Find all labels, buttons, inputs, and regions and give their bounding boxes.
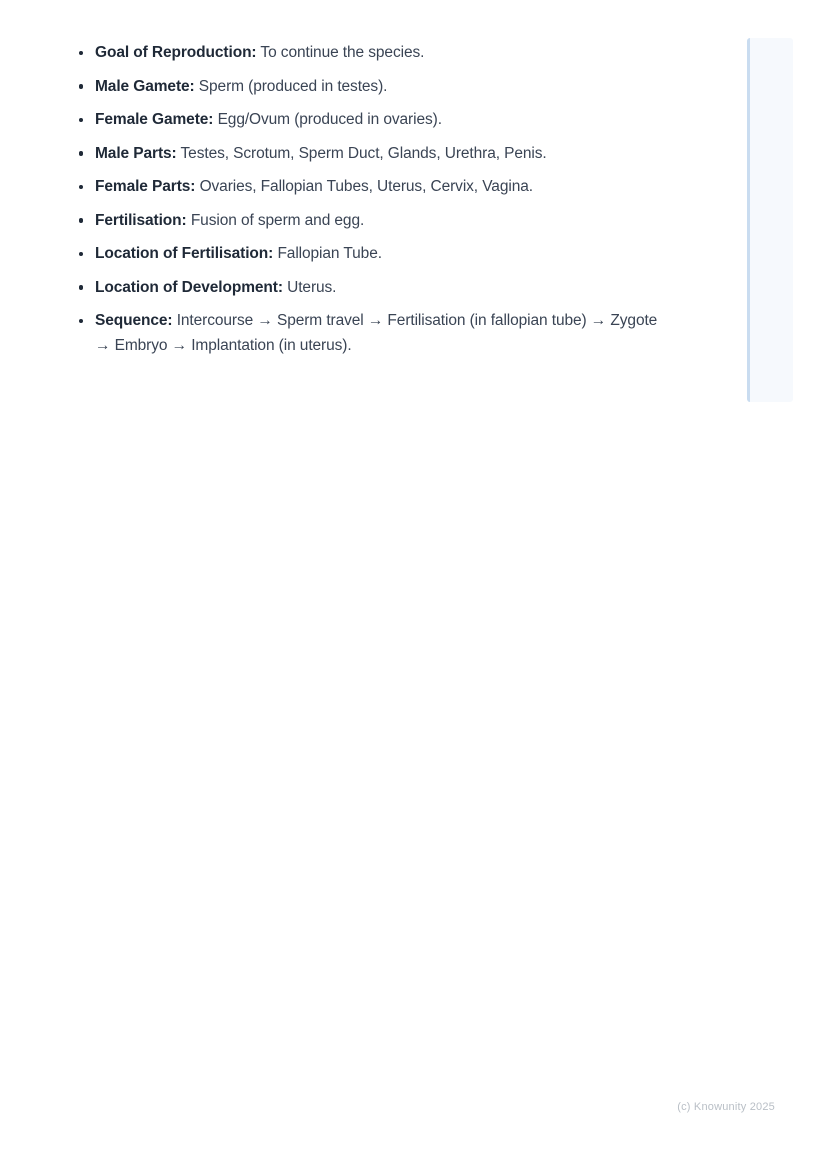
list-item [95,275,660,300]
note-label: Female Gamete: [95,111,214,128]
callout-strip [747,38,793,402]
note-label: Male Parts: [95,144,177,162]
note-text: Intercourse → Sperm travel → Fertilisation (in fallopian tube) → Zygote → Embryo → Implantation (in uterus). [95,312,658,354]
copyright-text: (c) Knowunity 2025 [677,1101,775,1113]
note-label: Sequence: [95,312,173,329]
note-label: Goal of Reproduction: [95,44,257,61]
note-text: Fusion of sperm and egg. [186,211,365,229]
note-text: Fallopian Tube. [273,245,382,262]
list-item [95,208,660,233]
list-item [95,107,660,132]
list-item [95,74,660,99]
note-label: Fertilisation: [95,211,187,229]
notes-list [95,40,660,367]
note-label: Location of Development: [95,278,283,296]
list-item [95,141,660,166]
note-text: Egg/Ovum (produced in ovaries). [213,111,442,128]
note-text: To continue the species. [256,44,425,61]
note-text: Testes, Scrotum, Sperm Duct, Glands, Urethra, Penis. [176,144,547,162]
note-text: Uterus. [282,278,337,296]
note-label: Location of Fertilisation: [95,245,274,262]
list-item [95,241,660,266]
list-item [95,308,660,358]
note-text: Ovaries, Fallopian Tubes, Uterus, Cervix, Vagina. [195,178,533,195]
list-item [95,174,660,199]
note-label: Female Parts: [95,178,196,195]
list-item [95,40,660,65]
note-text: Sperm (produced in testes). [194,77,388,95]
note-label: Male Gamete: [95,77,195,95]
